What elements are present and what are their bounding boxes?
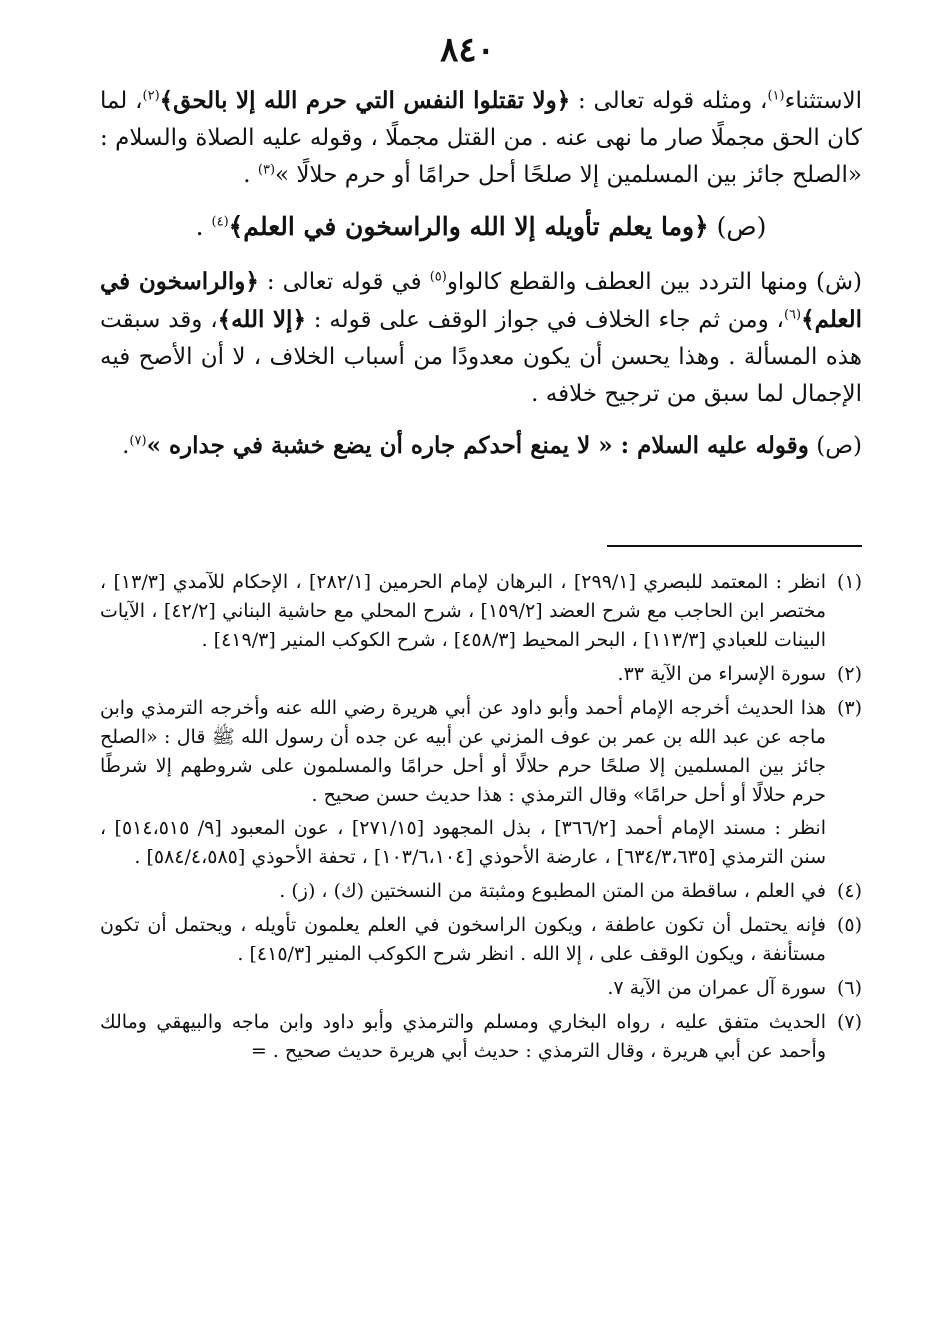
paragraph-4 <box>100 427 862 465</box>
footnote-4 <box>100 877 862 906</box>
text-span: . <box>195 212 212 241</box>
text-span: . <box>122 433 130 459</box>
paragraph-3 <box>100 263 862 413</box>
text-span: (ص) <box>708 212 767 241</box>
quran-quote: ﴿ولا تقتلوا النفس التي حرم الله إلا بالحق﴾ <box>159 87 571 114</box>
footnote-ref: (٤) <box>211 214 229 230</box>
footnote-separator <box>607 545 862 547</box>
footnotes <box>100 568 862 1071</box>
text-span: . <box>243 162 258 188</box>
footnote-references: انظر : مسند الإمام أحمد [٣٦٦/٢] ، بذل المجهود [٢٧١/١٥] ، عون المعبود [٩/ ٥١٤،٥١٥] ، سنن الترمذي [٦٣٤/٣،٦٣٥] ، عارضة الأحوذي [١٠٣/٦،١٠٤] ، تحفة الأحوذي [٥٨٤/٤،٥٨٥] . <box>100 817 826 868</box>
footnote-ref: (٣) <box>257 162 276 178</box>
text-span: في قوله تعالى : <box>258 269 430 295</box>
footnote-number: (٥) <box>836 914 862 936</box>
quran-quote: ﴿وما يعلم تأويله إلا الله والراسخون في العلم﴾ <box>228 212 709 241</box>
footnote-text: هذا الحديث أخرجه الإمام أحمد وأبو داود عن أبي هريرة رضي الله عنه وأخرجه الترمذي وابن ماجه عن عبد الله بن عمر بن عوف المزني عن أبيه عن جده أن رسول الله ﷺ قال : «الصلح جائز بين المسلمين إلا صلحًا حرم حلالًا أو أحل حرامًا والمسلمون على شروطهم إلا شرطًا حرم حلالًا أو أحل حرامًا» وقال الترمذي : هذا حديث حسن صحيح . <box>100 697 826 806</box>
footnote-body <box>100 694 826 872</box>
text-span: ، لما كان الحق مجملًا صار ما نهى عنه . من القتل مجملًا ، وقوله عليه الصلاة والسلام : «الصلح جائز بين المسلمين إلا صلحًا أحل حرامًا أو حرم حلالًا » <box>100 88 862 188</box>
text-span: ، وقد سبقت هذه المسألة . وهذا يحسن أن يكون معدودًا من أسباب الخلاف ، لا أن الأصح فيه الإجمال لما سبق من ترجيح خلافه . <box>100 307 862 407</box>
footnote-text: الحديث متفق عليه ، رواه البخاري ومسلم والترمذي وأبو داود وابن ماجه والبيهقي ومالك وأحمد عن أبي هريرة ، وقال الترمذي : حديث أبي هريرة حديث صحيح . = <box>100 1011 826 1062</box>
footnote-ref: (١) <box>767 88 785 104</box>
footnote-text: سورة آل عمران من الآية ٧. <box>607 977 826 999</box>
footnote-number: (١) <box>836 571 862 593</box>
hadith-quote: وقوله عليه السلام : « لا يمنع أحدكم جاره أن يضع خشبة في جداره » <box>146 432 809 459</box>
footnote-7 <box>100 1008 862 1066</box>
footnote-number: (٣) <box>836 697 862 719</box>
quran-quote: ﴿إلا الله﴾ <box>217 306 306 333</box>
footnote-number: (٢) <box>836 663 862 685</box>
text-span: (ص) <box>808 433 862 459</box>
paragraph-1 <box>100 82 862 194</box>
footnote-ref: (٥) <box>429 269 447 285</box>
footnote-2 <box>100 660 862 689</box>
footnote-1 <box>100 568 862 655</box>
footnote-number: (٧) <box>836 1011 862 1033</box>
footnote-6 <box>100 974 862 1003</box>
text-span: (ش) ومنها التردد بين العطف والقطع كالواو <box>446 269 862 295</box>
footnote-ref: (٦) <box>783 307 802 323</box>
text-span: الاستثناء <box>784 88 863 114</box>
text-span: ، ومن ثم جاء الخلاف في جواز الوقف على قوله : <box>305 307 784 333</box>
footnote-5 <box>100 911 862 969</box>
footnote-number: (٤) <box>836 880 862 902</box>
footnote-ref: (٢) <box>142 88 160 104</box>
page-number: ٨٤٠ <box>440 30 495 70</box>
footnote-ref: (٧) <box>129 433 147 449</box>
paragraph-2 <box>100 208 862 245</box>
footnote-text: في العلم ، ساقطة من المتن المطبوع ومثبتة من النسختين (ك) ، (ز) . <box>279 880 826 902</box>
quran-quote: ﴿والراسخون في العلم﴾ <box>100 268 862 333</box>
footnote-text: سورة الإسراء من الآية ٣٣. <box>617 663 826 685</box>
text-span: ، ومثله قوله تعالى : <box>570 88 768 114</box>
footnote-number: (٦) <box>836 977 862 999</box>
main-text <box>100 82 862 475</box>
footnote-3 <box>100 694 862 872</box>
footnote-text: انظر : المعتمد للبصري [٢٩٩/١] ، البرهان لإمام الحرمين [٢٨٢/١] ، الإحكام للآمدي [١٣/٣] ، مختصر ابن الحاجب مع شرح العضد [١٥٩/٢] ، شرح المحلي مع حاشية البناني [٤٢/٢] ، الآيات البينات للعبادي [١١٣/٣] ، البحر المحيط [٤٥٨/٣] ، شرح الكوكب المنير [٤١٩/٣] . <box>100 571 827 651</box>
footnote-text: فإنه يحتمل أن تكون عاطفة ، ويكون الراسخون في العلم يعلمون تأويله ، ويحتمل أن تكون مستأنفة ، ويكون الوقف على ، إلا الله . انظر شرح الكوكب المنير [٤١٥/٣] . <box>100 914 826 965</box>
